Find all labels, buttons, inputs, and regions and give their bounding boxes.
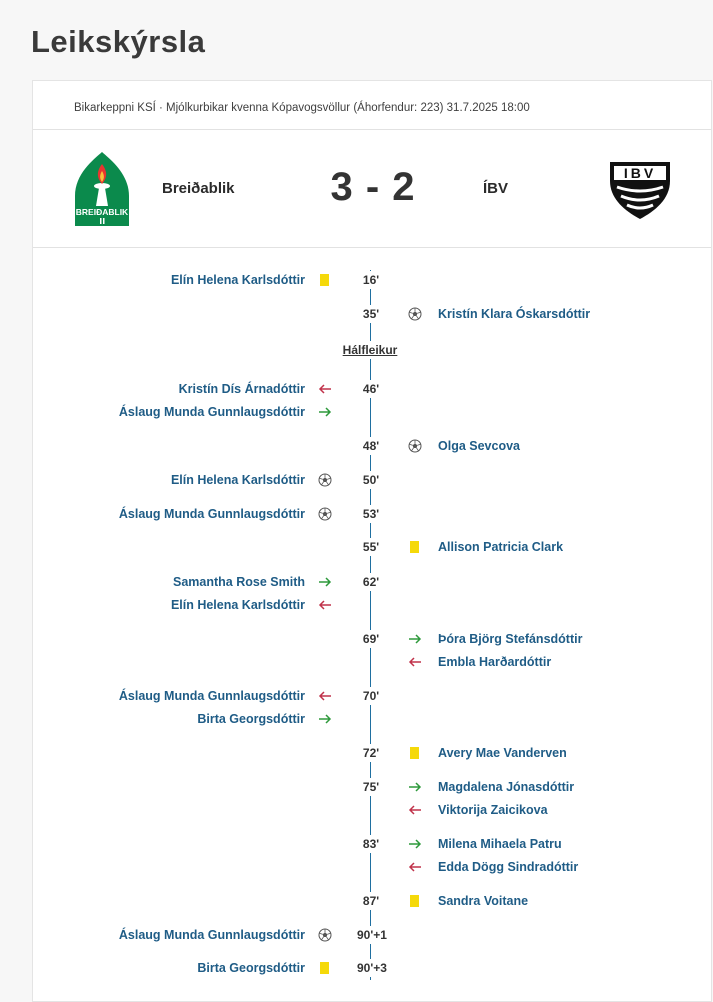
- header-divider: [33, 129, 711, 130]
- player-link[interactable]: Kristín Klara Óskarsdóttir: [438, 307, 591, 321]
- timeline-event-row: [33, 380, 711, 400]
- player-link[interactable]: Áslaug Munda Gunnlaugsdóttir: [118, 689, 305, 703]
- player-link[interactable]: Olga Sevcova: [438, 439, 520, 453]
- goal-ball-icon: [318, 507, 332, 521]
- timeline-event-row: [33, 653, 711, 673]
- timeline-event-row: [33, 437, 711, 457]
- event-minute: 16': [357, 271, 385, 289]
- timeline-event-row: [33, 630, 711, 650]
- match-info: Bikarkeppni KSÍ · Mjólkurbikar kvenna Kópavogsvöllur (Áhorfendur: 223) 31.7.2025 18:00: [74, 102, 530, 114]
- page-title: Leikskýrsla: [31, 24, 206, 59]
- sub-in-arrow-icon: [408, 837, 422, 851]
- player-link[interactable]: Áslaug Munda Gunnlaugsdóttir: [118, 405, 305, 419]
- halftime-row: [33, 341, 711, 361]
- timeline-event-row: [33, 305, 711, 325]
- event-minute: 83': [357, 835, 385, 853]
- sub-out-arrow-icon: [318, 382, 332, 396]
- event-minute: 75': [357, 778, 385, 796]
- player-link[interactable]: Magdalena Jónasdóttir: [438, 780, 575, 794]
- timeline-event-row: [33, 403, 711, 423]
- player-link[interactable]: Birta Georgsdóttir: [197, 961, 305, 975]
- sub-in-arrow-icon: [408, 780, 422, 794]
- event-minute: 87': [357, 892, 385, 910]
- player-link[interactable]: Kristín Dís Árnadóttir: [178, 382, 305, 396]
- timeline-event-row: [33, 959, 711, 979]
- player-link[interactable]: Elín Helena Karlsdóttir: [170, 273, 305, 287]
- yellow-card-icon: [318, 961, 332, 975]
- sub-out-arrow-icon: [318, 598, 332, 612]
- timeline-event-row: [33, 892, 711, 912]
- timeline-event-row: [33, 778, 711, 798]
- player-link[interactable]: Áslaug Munda Gunnlaugsdóttir: [118, 507, 305, 521]
- timeline-event-row: [33, 858, 711, 878]
- yellow-card-icon: [408, 540, 422, 554]
- scoreline-divider: [33, 247, 711, 248]
- timeline-event-row: [33, 710, 711, 730]
- home-team-crest[interactable]: [71, 150, 133, 228]
- goal-ball-icon: [408, 439, 422, 453]
- goal-ball-icon: [318, 928, 332, 942]
- sub-out-arrow-icon: [408, 860, 422, 874]
- player-link[interactable]: Sandra Voitane: [438, 894, 529, 908]
- yellow-card-icon: [408, 746, 422, 760]
- timeline-event-row: [33, 573, 711, 593]
- event-minute: 69': [357, 630, 385, 648]
- goal-ball-icon: [318, 473, 332, 487]
- player-link[interactable]: Elín Helena Karlsdóttir: [170, 473, 305, 487]
- away-team-crest[interactable]: [607, 159, 673, 221]
- timeline-event-row: [33, 744, 711, 764]
- player-link[interactable]: Þóra Björg Stefánsdóttir: [438, 632, 583, 646]
- timeline-event-row: [33, 835, 711, 855]
- halftime-label: Hálfleikur: [329, 341, 411, 359]
- sub-in-arrow-icon: [408, 632, 422, 646]
- timeline-event-row: [33, 271, 711, 291]
- player-link[interactable]: Samantha Rose Smith: [173, 575, 305, 589]
- player-link[interactable]: Edda Dögg Sindradóttir: [438, 860, 579, 874]
- player-link[interactable]: Elín Helena Karlsdóttir: [170, 598, 305, 612]
- event-minute: 50': [357, 471, 385, 489]
- player-link[interactable]: Milena Mihaela Patru: [438, 837, 562, 851]
- sub-out-arrow-icon: [318, 689, 332, 703]
- yellow-card-icon: [408, 894, 422, 908]
- timeline-event-row: [33, 538, 711, 558]
- event-minute: 72': [357, 744, 385, 762]
- sub-out-arrow-icon: [408, 655, 422, 669]
- player-link[interactable]: Birta Georgsdóttir: [197, 712, 305, 726]
- sub-out-arrow-icon: [408, 803, 422, 817]
- timeline-event-row: [33, 471, 711, 491]
- yellow-card-icon: [318, 273, 332, 287]
- player-link[interactable]: Áslaug Munda Gunnlaugsdóttir: [118, 928, 305, 942]
- event-minute: 55': [357, 538, 385, 556]
- player-link[interactable]: Allison Patricia Clark: [438, 540, 564, 554]
- event-minute: 90'+1: [357, 928, 387, 942]
- event-minute: 62': [357, 573, 385, 591]
- away-crest-text: IBV: [623, 165, 657, 181]
- event-minute: 53': [357, 505, 385, 523]
- timeline-event-row: [33, 926, 711, 946]
- timeline-event-row: [33, 596, 711, 616]
- goal-ball-icon: [408, 307, 422, 321]
- sub-in-arrow-icon: [318, 405, 332, 419]
- event-minute: 35': [357, 305, 385, 323]
- timeline-event-row: [33, 505, 711, 525]
- sub-in-arrow-icon: [318, 575, 332, 589]
- home-team-name[interactable]: Breiðablik: [162, 180, 235, 197]
- match-score: 3 - 2: [330, 165, 416, 209]
- event-minute: 70': [357, 687, 385, 705]
- timeline-event-row: [33, 687, 711, 707]
- player-link[interactable]: Avery Mae Vanderven: [438, 746, 567, 760]
- event-minute: 46': [357, 380, 385, 398]
- event-minute: 90'+3: [357, 961, 387, 975]
- timeline-event-row: [33, 801, 711, 821]
- player-link[interactable]: Embla Harðardóttir: [438, 655, 552, 669]
- home-crest-text: BREIÐABLIK: [75, 207, 129, 217]
- match-report-card: [32, 80, 712, 1002]
- player-link[interactable]: Viktorija Zaicikova: [438, 803, 548, 817]
- sub-in-arrow-icon: [318, 712, 332, 726]
- event-minute: 48': [357, 437, 385, 455]
- away-team-name[interactable]: ÍBV: [483, 180, 509, 197]
